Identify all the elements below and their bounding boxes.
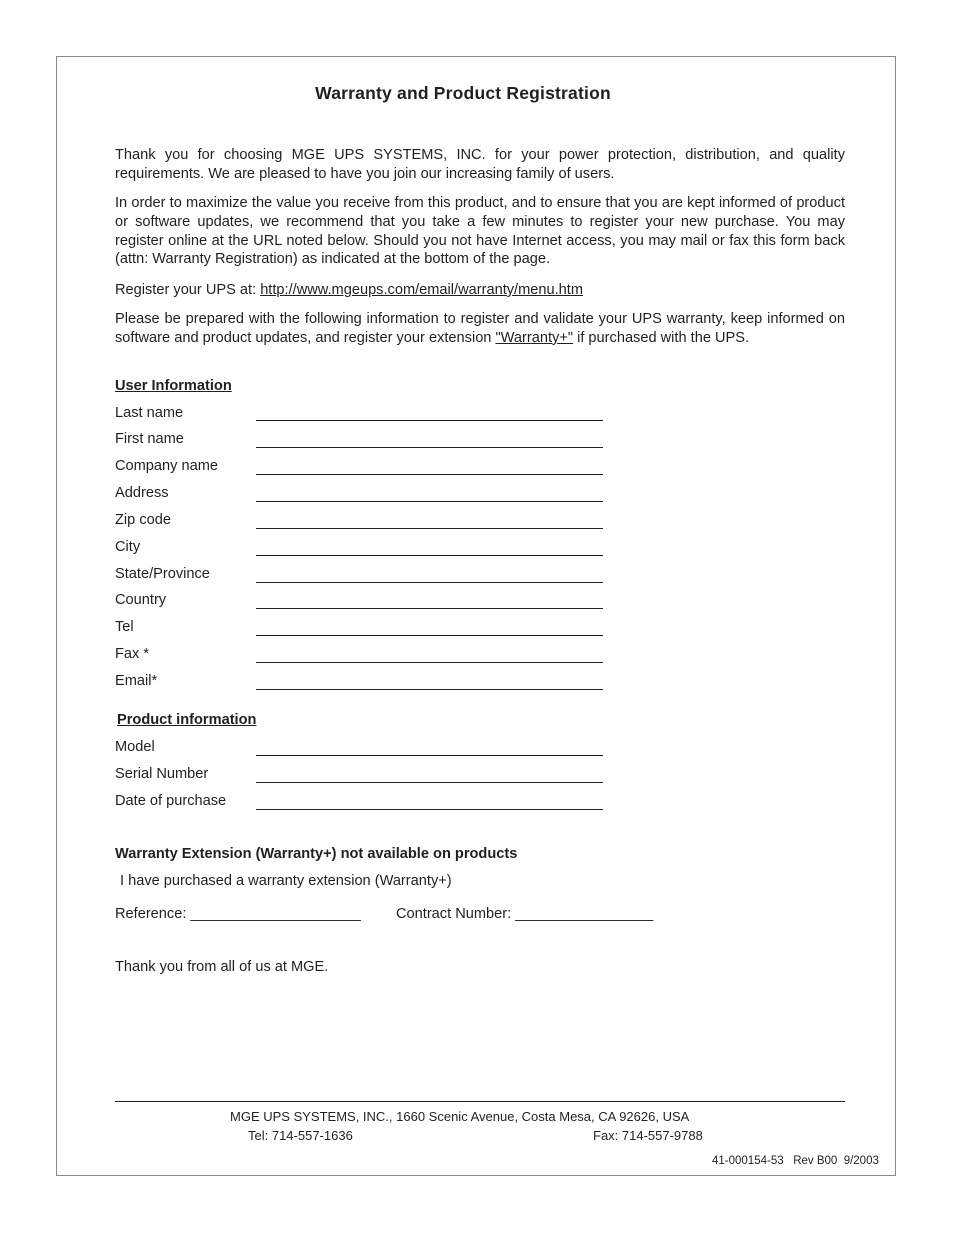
field-line-fax[interactable] <box>256 648 603 663</box>
field-line-company-name[interactable] <box>256 460 603 475</box>
user-information-heading: User Information <box>115 378 232 394</box>
field-label-company-name: Company name <box>115 458 219 474</box>
intro-paragraph-register: In order to maximize the value you receive from this product, and to ensure that you are kept informed of product or software updates, we recommend that you take a few minutes to register your new purchase. You may register online at the URL noted below. Should you not have Internet access, you may mail or fax this form back (attn: Warranty Registration) as indicated at the bottom of the page. <box>115 195 845 268</box>
field-label-first-name: First name <box>115 431 184 447</box>
register-url-line <box>115 281 845 300</box>
intro-paragraph-prepare <box>115 310 845 348</box>
product-information-heading: Product information <box>117 712 257 728</box>
document-id: 41-000154-53 Rev B00 9/2003 <box>712 1155 879 1167</box>
register-url-link[interactable]: http://www.mgeups.com/email/warranty/menu.htm <box>260 282 583 298</box>
footer-tel: Tel: 714-557-1636 <box>248 1128 353 1143</box>
field-label-country: Country <box>115 592 167 608</box>
field-line-first-name[interactable] <box>256 433 603 448</box>
field-label-city: City <box>115 539 141 555</box>
warranty-extension-checkbox-text[interactable]: I have purchased a warranty extension (Warranty+) <box>120 873 452 889</box>
warranty-extension-heading: Warranty Extension (Warranty+) not available on products <box>115 846 518 862</box>
field-label-state-province: State/Province <box>115 566 210 582</box>
page-title: Warranty and Product Registration <box>315 83 611 103</box>
field-line-country[interactable] <box>256 594 603 609</box>
field-label-zip-code: Zip code <box>115 512 171 528</box>
field-line-email[interactable] <box>256 675 603 690</box>
footer-divider <box>115 1101 845 1102</box>
field-line-date-of-purchase[interactable] <box>256 795 603 810</box>
field-label-date-of-purchase: Date of purchase <box>115 793 227 809</box>
intro-paragraph-thanks: Thank you for choosing MGE UPS SYSTEMS, INC. for your power protection, distribution, and quality requirements. We are pleased to have you join our increasing family of users. <box>115 147 845 182</box>
field-label-email: Email* <box>115 673 158 689</box>
prepare-text: Please be prepared with the following information to register and validate your UPS warranty, keep informed on software and product updates, and register your extension <box>115 311 845 346</box>
reference-blank[interactable]: _____________________ <box>190 906 361 922</box>
reference-field <box>115 906 361 922</box>
field-label-last-name: Last name <box>115 405 184 421</box>
contract-number-field <box>396 906 653 922</box>
closing-text: Thank you from all of us at MGE. <box>115 959 329 975</box>
field-line-state-province[interactable] <box>256 568 603 583</box>
field-label-serial-number: Serial Number <box>115 766 209 782</box>
field-line-zip-code[interactable] <box>256 514 603 529</box>
field-label-model: Model <box>115 739 155 755</box>
field-line-model[interactable] <box>256 741 603 756</box>
footer-address: MGE UPS SYSTEMS, INC., 1660 Scenic Avenue, Costa Mesa, CA 92626, USA <box>230 1109 690 1124</box>
field-label-address: Address <box>115 485 169 501</box>
field-line-city[interactable] <box>256 541 603 556</box>
field-line-address[interactable] <box>256 487 603 502</box>
register-prefix: Register your UPS at: <box>115 282 261 298</box>
reference-label: Reference: <box>115 906 187 922</box>
field-label-fax: Fax * <box>115 646 150 662</box>
field-line-tel[interactable] <box>256 621 603 636</box>
field-label-tel: Tel <box>115 619 134 635</box>
field-line-serial-number[interactable] <box>256 768 603 783</box>
contract-number-blank[interactable]: _________________ <box>515 906 654 922</box>
footer-fax: Fax: 714-557-9788 <box>593 1128 703 1143</box>
warranty-plus-link[interactable]: "Warranty+" <box>495 329 574 346</box>
prepare-text-end: if purchased with the UPS. <box>573 329 750 346</box>
field-line-last-name[interactable] <box>256 406 603 421</box>
contract-number-label: Contract Number: <box>396 906 512 922</box>
